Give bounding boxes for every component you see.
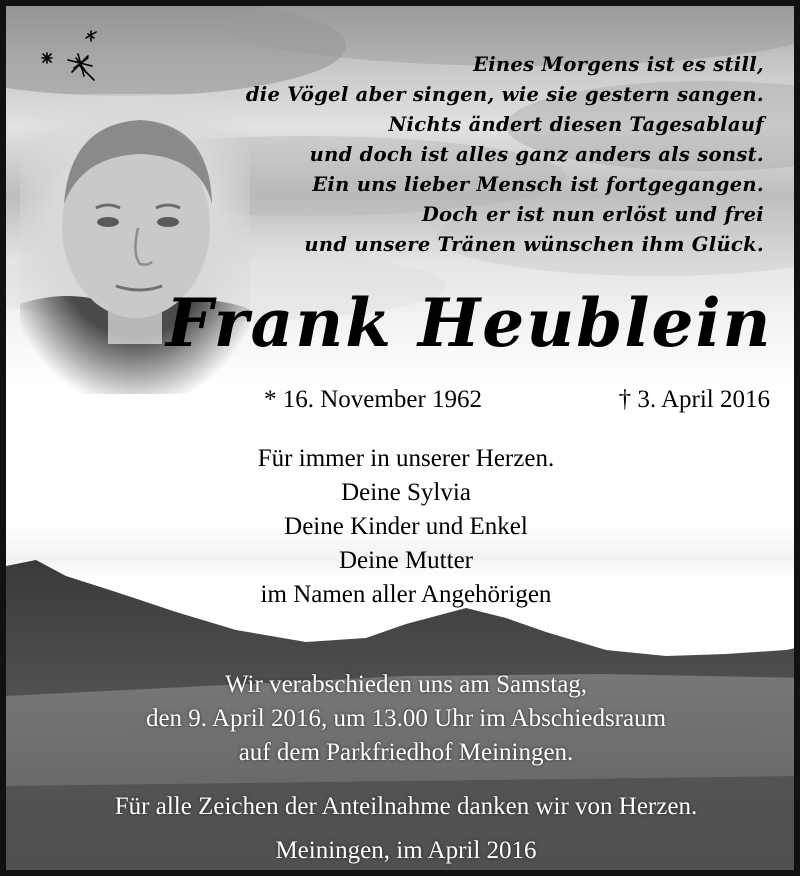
poem-line: Doch er ist nun erlöst und frei <box>421 203 764 226</box>
service-line: Wir verabschieden uns am Samstag, <box>224 671 588 698</box>
mourners-line: Deine Sylvia <box>341 479 471 506</box>
mourners-block <box>6 442 800 612</box>
life-dates <box>256 386 776 422</box>
service-line: auf dem Parkfriedhof Meiningen. <box>238 739 574 766</box>
poem-line: und doch ist alles ganz anders als sonst. <box>309 143 764 166</box>
poem-line: die Vögel aber singen, wie sie gestern sangen. <box>245 83 764 106</box>
place-date: Meiningen, im April 2016 <box>275 837 537 864</box>
mourners-line: Deine Kinder und Enkel <box>284 513 528 540</box>
service-line: den 9. April 2016, um 13.00 Uhr im Abschiedsraum <box>145 705 667 732</box>
mourners-line: Deine Mutter <box>339 547 473 574</box>
flower-sprig-icon <box>28 28 108 88</box>
mourners-line: im Namen aller Angehörigen <box>260 581 552 608</box>
deceased-name: Frank Heublein <box>166 284 773 362</box>
poem-line: Eines Morgens ist es still, <box>473 53 764 76</box>
birth-date: * 16. November 1962 <box>264 386 483 413</box>
poem-line: Ein uns lieber Mensch ist fortgegangen. <box>312 173 764 196</box>
poem-line: und unsere Tränen wünschen ihm Glück. <box>304 233 764 256</box>
service-details <box>6 668 800 770</box>
death-date: † 3. April 2016 <box>618 386 770 413</box>
mourners-line: Für immer in unserer Herzen. <box>257 445 555 472</box>
poem-line: Nichts ändert diesen Tagesablauf <box>388 113 764 136</box>
thanks-line: Für alle Zeichen der Anteilnahme danken wir von Herzen. <box>114 793 698 820</box>
poem <box>164 50 764 260</box>
